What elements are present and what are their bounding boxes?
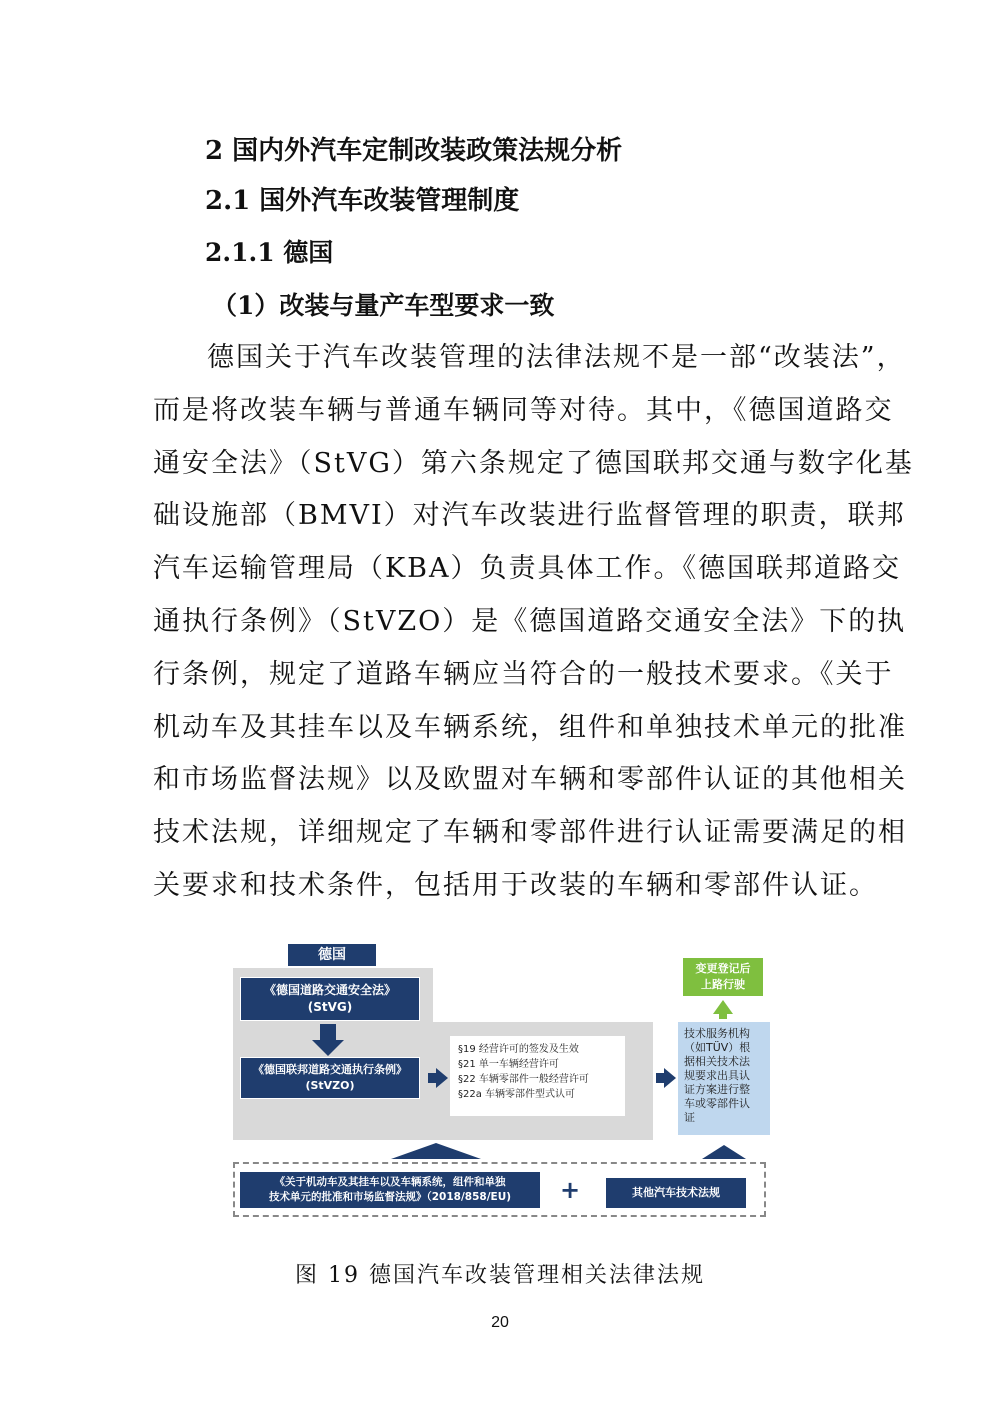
registration-line: 上路行驶: [701, 978, 745, 991]
stvzo-title: 《德国联邦道路交通执行条例》: [253, 1063, 407, 1076]
stvzo-abbr: (StVZO): [305, 1079, 355, 1092]
stvg-box: [240, 977, 420, 1021]
registration-line: 变更登记后: [695, 962, 751, 975]
section-heading: 2 国内外汽车定制改装政策法规分析: [205, 136, 623, 166]
paragraph-line: 通安全法》（StVG）第六条规定了德国联邦交通与数字化基: [153, 447, 914, 479]
clause-item: §19 经营许可的签发及生效: [458, 1044, 579, 1055]
country-label: 德国: [288, 944, 376, 966]
paragraph-line: 行条例，规定了道路车辆应当符合的一般技术要求。《关于: [153, 658, 894, 690]
up-arrow-icon: [702, 1145, 746, 1159]
paragraph-line: 德国关于汽车改装管理的法律法规不是一部“改装法”，: [207, 342, 906, 373]
paragraph-line: 关要求和技术条件，包括用于改装的车辆和零部件认证。: [153, 869, 878, 901]
stvg-abbr: (StVG): [307, 1000, 353, 1014]
down-arrow-icon: [312, 1040, 344, 1056]
technical-service-line: 证方案进行整: [684, 1083, 750, 1096]
technical-service-line: 据相关技术法: [684, 1055, 750, 1068]
up-arrow-icon: [713, 1000, 733, 1014]
technical-service-line: 技术服务机构: [684, 1027, 750, 1040]
clause-item: §21 单一车辆经营许可: [458, 1059, 559, 1070]
technical-service-line: 证: [684, 1111, 695, 1124]
paragraph-line: 技术法规，详细规定了车辆和零部件进行认证需要满足的相: [153, 817, 907, 849]
paragraph-line: 汽车运输管理局（KBA）负责具体工作。《德国联邦道路交: [153, 553, 902, 585]
right-arrow-icon: [664, 1068, 676, 1088]
eu-regulation-line: 技术单元的批准和市场监督法规》（2018/858/EU): [268, 1191, 512, 1203]
paragraph-line: 和市场监督法规》以及欧盟对车辆和零部件认证的其他相关: [153, 764, 907, 796]
body-paragraph: [153, 332, 914, 913]
paragraph-line: 通执行条例》（StVZO）是《德国道路交通安全法》下的执: [153, 605, 907, 637]
regulation-diagram: [228, 940, 773, 1225]
figure-caption: 图 19 德国汽车改装管理相关法律法规: [295, 1263, 705, 1288]
paragraph-line: 而是将改装车辆与普通车辆同等对待。其中，《德国道路交: [153, 394, 894, 426]
right-arrow-icon: [436, 1068, 448, 1088]
clauses-box: [450, 1036, 625, 1116]
clause-item: §22a 车辆零部件型式认可: [458, 1089, 576, 1100]
stvg-title: 《德国道路交通安全法》: [263, 983, 396, 997]
subsection-heading: 2.1 国外汽车改装管理制度: [205, 186, 520, 216]
eu-regulation-line: 《关于机动车及其挂车以及车辆系统，组件和单独: [274, 1176, 506, 1188]
clause-item: §22 车辆零部件一般经营许可: [458, 1074, 589, 1085]
up-arrow-shaft: [719, 1013, 727, 1019]
point-heading: （1）改装与量产车型要求一致: [212, 291, 555, 320]
technical-service-line: 规要求出具认: [684, 1069, 750, 1082]
page-number: 20: [491, 1314, 509, 1331]
registration-box: [683, 958, 763, 996]
down-arrow-shaft: [320, 1024, 336, 1040]
technical-service-line: （如TÜV）根: [684, 1041, 751, 1054]
other-regulations-box: 其他汽车技术法规: [606, 1178, 746, 1208]
eu-regulation-box: [240, 1172, 540, 1208]
paragraph-line: 础设施部（BMVI）对汽车改装进行监督管理的职责，联邦: [153, 500, 906, 532]
technical-service-box: [678, 1022, 770, 1135]
technical-service-line: 车或零部件认: [684, 1097, 750, 1110]
subsubsection-heading: 2.1.1 德国: [205, 238, 334, 267]
stvzo-box: [240, 1057, 420, 1099]
paragraph-line: 机动车及其挂车以及车辆系统，组件和单独技术单元的批准: [153, 711, 907, 743]
plus-icon: +: [560, 1176, 581, 1204]
up-arrow-icon: [391, 1143, 481, 1159]
